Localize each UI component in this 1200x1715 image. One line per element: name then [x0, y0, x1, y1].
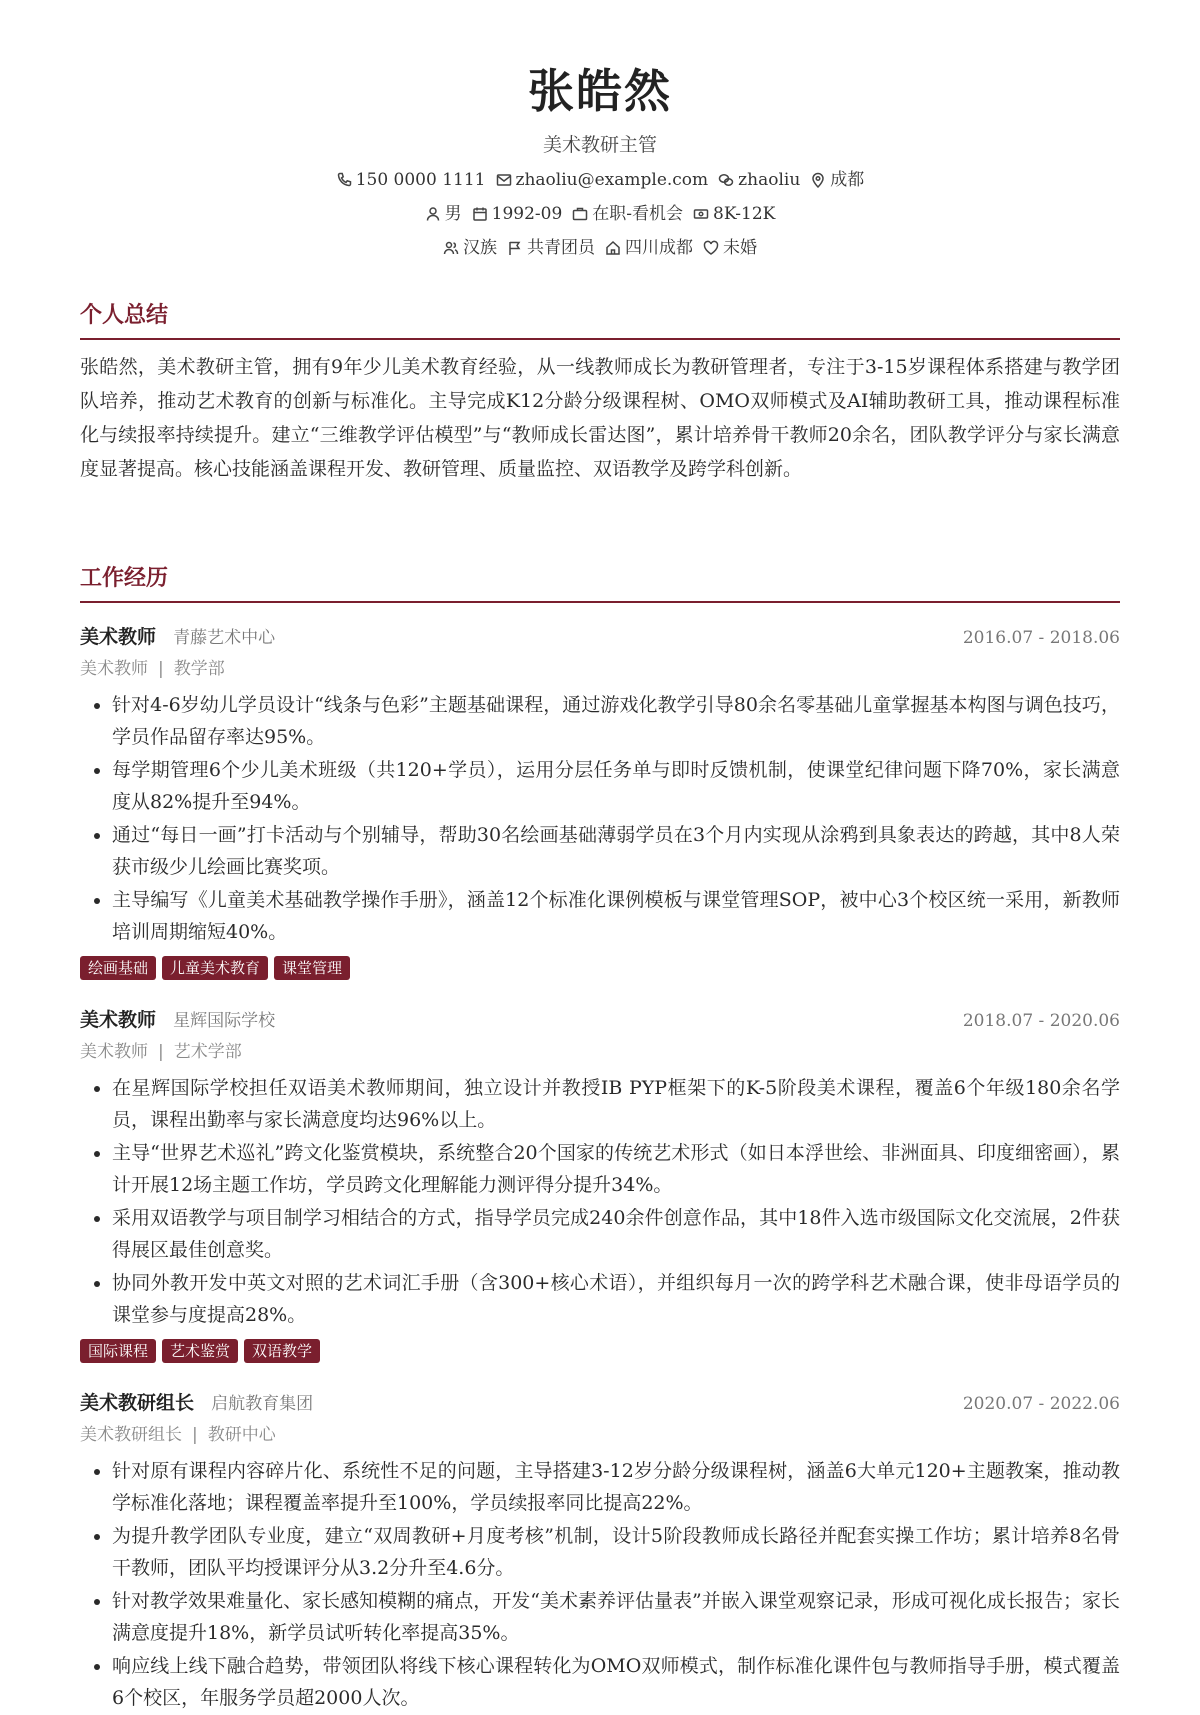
job-date: 2016.07 - 2018.06 — [962, 628, 1120, 648]
job-department: 艺术学部 — [173, 1042, 242, 1062]
info-birth — [472, 202, 563, 226]
location-text: 成都 — [830, 170, 865, 190]
flag-icon — [507, 240, 523, 256]
job-bullet: • 针对教学效果难量化、家长感知模糊的痛点，开发“美术素养评估量表”并嵌入课堂观察记录，形成可视化成长报告；家长满意度提升18%，新学员试听转化率提高35%。 — [112, 1585, 1120, 1649]
job-separator: | — [192, 1425, 198, 1445]
job-header — [80, 1390, 1120, 1417]
job-bullets — [80, 1455, 1120, 1714]
info-political — [507, 236, 595, 260]
job-bullet: • 通过“每日一画”打卡活动与个别辅导，帮助30名绘画基础薄弱学员在3个月内实现从涂鸦到具象表达的跨越，其中8人荣获市级少儿绘画比赛奖项。 — [112, 819, 1120, 883]
info-hometown — [605, 236, 693, 260]
personal-row — [0, 202, 1200, 226]
job-bullet: • 为提升教学团队专业度，建立“双周教研+月度考核”机制，设计5阶段教师成长路径并配套实操工作坊；累计培养8名骨干教师，团队平均授课评分从3.2分升至4.6分。 — [112, 1520, 1120, 1584]
info-salary — [693, 202, 775, 226]
phone-icon — [336, 172, 352, 188]
calendar-icon — [472, 206, 488, 222]
job-entry — [80, 1390, 1120, 1715]
job-bullet: • 针对原有课程内容碎片化、系统性不足的问题，主导搭建3-12岁分龄分级课程树，涵盖6大单元120+主题教案，推动教学标准化落地；课程覆盖率提升至100%，学员续报率同比提高22%。 — [112, 1455, 1120, 1519]
marital-text: 未婚 — [723, 238, 757, 258]
job-bullets — [80, 1072, 1120, 1331]
phone-number: 150 0000 1111 — [355, 170, 486, 190]
job-bullet: • 每学期管理6个少儿美术班级（共120+学员），运用分层任务单与即时反馈机制，使课堂纪律问题下降70%，家长满意度从82%提升至94%。 — [112, 754, 1120, 818]
job-subtitle — [80, 1423, 1120, 1447]
job-role: 美术教师 — [80, 626, 157, 648]
info-gender — [425, 202, 462, 226]
email-address: zhaoliu@example.com — [515, 170, 709, 190]
job-subtitle — [80, 657, 1120, 681]
info-marital — [703, 236, 757, 260]
job-tags — [80, 956, 1120, 980]
experience-section — [80, 563, 1120, 603]
skill-tag: 绘画基础 — [80, 956, 156, 980]
skill-tag: 双语教学 — [244, 1339, 320, 1363]
contact-email[interactable] — [496, 168, 709, 192]
contact-location — [810, 168, 864, 192]
job-subtitle — [80, 1040, 1120, 1064]
job-role: 美术教研组长 — [80, 1392, 195, 1414]
briefcase-icon — [572, 206, 588, 222]
job-position: 美术教研组长 — [80, 1425, 182, 1445]
info-status — [572, 202, 683, 226]
job-position: 美术教师 — [80, 1042, 148, 1062]
job-entry — [80, 624, 1120, 980]
job-role: 美术教师 — [80, 1009, 157, 1031]
job-company: 启航教育集团 — [211, 1394, 314, 1414]
summary-text: 张皓然，美术教研主管，拥有9年少儿美术教育经验，从一线教师成长为教研管理者，专注于3-15岁课程体系搭建与教学团队培养，推动艺术教育的创新与标准化。主导完成K12分龄分级课程树、OMO双师模式及AI辅助教研工具，推动课程标准化与续报率持续提升。建立“三维教学评估模型”与“教师成长雷达图”，累计培养骨干教师20余名，团队教学评分与家长满意度显著提高。核心技能涵盖课程开发、教研管理、质量监控、双语教学及跨学科创新。 — [80, 356, 1120, 480]
user-icon — [425, 206, 441, 222]
skill-tag: 课堂管理 — [274, 956, 350, 980]
job-date: 2020.07 - 2022.06 — [962, 1394, 1120, 1414]
job-bullet: • 主导编写《儿童美术基础教学操作手册》，涵盖12个标准化课例模板与课堂管理SOP，被中心3个校区统一采用，新教师培训周期缩短40%。 — [112, 884, 1120, 948]
experience-heading: 工作经历 — [80, 563, 1120, 603]
job-bullet: • 针对4-6岁幼儿学员设计“线条与色彩”主题基础课程，通过游戏化教学引导80余名零基础儿童掌握基本构图与调色技巧，学员作品留存率达95%。 — [112, 689, 1120, 753]
job-bullets — [80, 689, 1120, 948]
summary-heading: 个人总结 — [80, 300, 1120, 340]
home-icon — [605, 240, 621, 256]
candidate-name: 张皓然 — [528, 64, 672, 118]
status-text: 在职-看机会 — [592, 204, 684, 224]
job-bullet: • 协同外教开发中英文对照的艺术词汇手册（含300+核心术语），并组织每月一次的跨学科艺术融合课，使非母语学员的课堂参与度提高28%。 — [112, 1267, 1120, 1331]
job-position: 美术教师 — [80, 659, 148, 679]
job-bullet: • 响应线上线下融合趋势，带领团队将线下核心课程转化为OMO双师模式，制作标准化课件包与教师指导手册，模式覆盖6个校区，年服务学员超2000人次。 — [112, 1650, 1120, 1714]
money-icon — [693, 206, 709, 222]
job-date: 2018.07 - 2020.06 — [962, 1011, 1120, 1031]
birth-text: 1992-09 — [491, 204, 563, 224]
job-company: 青藤艺术中心 — [173, 628, 276, 648]
job-header — [80, 1007, 1120, 1034]
job-bullet: • 在星辉国际学校担任双语美术教师期间，独立设计并教授IB PYP框架下的K-5阶段美术课程，覆盖6个年级180余名学员，课程出勤率与家长满意度均达96%以上。 — [112, 1072, 1120, 1136]
info-ethnicity — [443, 236, 497, 260]
heart-icon — [703, 240, 719, 256]
summary-section — [80, 300, 1120, 486]
location-icon — [810, 172, 826, 188]
wechat-id: zhaoliu — [738, 170, 801, 190]
job-department: 教学部 — [173, 659, 225, 679]
job-tags — [80, 1339, 1120, 1363]
job-bullet: • 主导“世界艺术巡礼”跨文化鉴赏模块，系统整合20个国家的传统艺术形式（如日本浮世绘、非洲面具、印度细密画），累计开展12场主题工作坊，学员跨文化理解能力测评得分提升34%。 — [112, 1137, 1120, 1201]
job-company: 星辉国际学校 — [173, 1011, 276, 1031]
resume-header — [0, 0, 1200, 260]
political-text: 共青团员 — [527, 238, 595, 258]
job-separator: | — [158, 659, 164, 679]
job-department: 教研中心 — [207, 1425, 276, 1445]
candidate-title: 美术教研主管 — [542, 134, 657, 156]
mail-icon — [496, 172, 512, 188]
job-entry — [80, 1007, 1120, 1363]
job-separator: | — [158, 1042, 164, 1062]
hometown-text: 四川成都 — [625, 238, 693, 258]
gender-text: 男 — [444, 204, 462, 224]
job-header — [80, 624, 1120, 651]
salary-text: 8K-12K — [713, 204, 776, 224]
contact-row — [0, 168, 1200, 192]
contact-wechat[interactable] — [718, 168, 800, 192]
contact-phone[interactable] — [336, 168, 486, 192]
skill-tag: 国际课程 — [80, 1339, 156, 1363]
people-icon — [443, 240, 459, 256]
skill-tag: 艺术鉴赏 — [162, 1339, 238, 1363]
job-bullet: • 采用双语教学与项目制学习相结合的方式，指导学员完成240余件创意作品，其中18件入选市级国际文化交流展，2件获得展区最佳创意奖。 — [112, 1202, 1120, 1266]
extra-row — [0, 236, 1200, 260]
ethnicity-text: 汉族 — [463, 238, 497, 258]
wechat-icon — [718, 172, 734, 188]
skill-tag: 儿童美术教育 — [162, 956, 268, 980]
